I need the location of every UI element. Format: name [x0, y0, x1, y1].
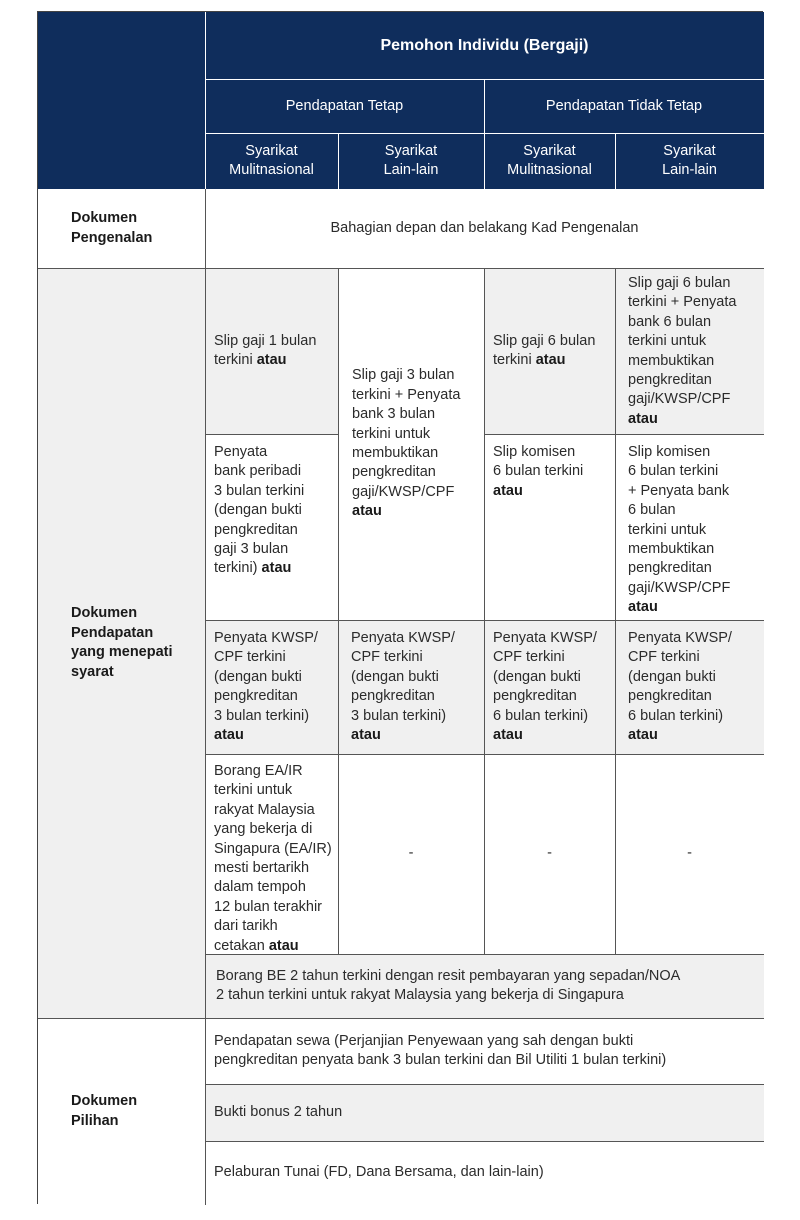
cell-r2c1 [205, 434, 338, 620]
text-line: 3 bulan terkini) [351, 707, 447, 724]
text-line: CPF terkini [493, 649, 565, 666]
text-line: bank 6 bulan [628, 313, 712, 330]
text-line: (dengan bukti [628, 668, 716, 685]
text-line: pengkreditan [628, 688, 712, 705]
text-line: Slip komisen [493, 444, 576, 460]
text-line: Slip gaji 1 bulan [214, 332, 317, 349]
text-line: 6 bulan [628, 502, 676, 519]
text-line: mesti bertarikh [214, 860, 310, 877]
text-line: bank peribadi [214, 463, 302, 480]
or-word: atau [628, 727, 658, 744]
text-line: Pelaburan Tunai (FD, Dana Bersama, dan lain-lain) [214, 1164, 544, 1181]
text-line: terkini untuk [628, 521, 707, 538]
optional-row-2 [205, 1084, 764, 1141]
header-col-4 [615, 133, 764, 189]
cell-r12c2 [338, 268, 484, 620]
header-col-4-line2: Lain-lain [662, 162, 717, 178]
text-line: terkini [214, 352, 257, 368]
text-line: terkini + Penyata [628, 294, 737, 311]
text-line: Borang EA/IR [214, 763, 303, 779]
optional-docs-label-cell [38, 1018, 205, 1205]
header-title: Pemohon Individu (Bergaji) [380, 37, 589, 55]
text-line: pengkreditan [214, 688, 298, 705]
text-line: terkini [493, 352, 536, 368]
text-line: Penyata KWSP/ [214, 630, 318, 646]
or-word: atau [261, 560, 292, 577]
cell-r4c1 [205, 754, 338, 954]
income-docs-label-line3: yang menepati [71, 644, 173, 660]
dash: - [687, 845, 692, 862]
header-col-3-line1: Syarikat [523, 142, 576, 159]
id-docs-label-line2: Pengenalan [71, 229, 153, 246]
header-nonfixed-income-cell [484, 80, 764, 133]
header-nonfixed-income: Pendapatan Tidak Tetap [545, 97, 703, 114]
text-line: gaji 3 bulan [214, 541, 289, 558]
text-line: bank 3 bulan [352, 406, 436, 423]
header-title-cell [205, 12, 764, 80]
or-word: atau [493, 727, 523, 744]
text-line: terkini untuk [628, 333, 707, 350]
or-word: atau [256, 352, 287, 368]
income-docs-label-line4: syarat [71, 663, 114, 680]
or-word: atau [268, 937, 299, 954]
divider [615, 268, 616, 954]
cell-r4c3 [484, 754, 615, 954]
text-line: Borang BE 2 tahun terkini dengan resit pembayaran yang sepadan/NOA [216, 967, 681, 984]
header-col-1-line1: Syarikat [245, 142, 298, 159]
cell-r4c4 [615, 754, 764, 954]
cell-r1c3 [484, 268, 615, 434]
text-line: pengkreditan [352, 464, 436, 481]
cell-r3c4 [615, 620, 764, 754]
header-col-3 [484, 133, 615, 189]
cell-r2c3 [484, 434, 615, 620]
text-line: 6 bulan terkini) [628, 707, 724, 724]
text-line: cetakan [214, 937, 269, 954]
text-line: gaji/KWSP/CPF [628, 579, 731, 596]
text-line: membuktikan [628, 352, 715, 369]
cell-r3c3 [484, 620, 615, 754]
text-line: Penyata KWSP/ [351, 630, 455, 646]
or-word: atau [628, 410, 658, 427]
id-docs-value-cell [205, 189, 764, 268]
divider [205, 189, 206, 1205]
text-line: pengkreditan [214, 521, 298, 538]
text-line: pengkreditan [628, 560, 712, 577]
or-word: atau [535, 352, 566, 368]
header-fixed-income-cell [205, 80, 484, 133]
header-col-4-line1: Syarikat [663, 142, 716, 159]
text-line: pengkreditan [351, 688, 435, 705]
dash: - [408, 845, 414, 862]
id-docs-label-line1: Dokumen [71, 210, 138, 226]
divider [484, 434, 764, 435]
text-line: rakyat Malaysia [214, 801, 315, 818]
text-line: 2 tahun terkini untuk rakyat Malaysia yang bekerja di Singapura [216, 987, 624, 1003]
or-word: atau [214, 727, 244, 744]
text-line: Penyata KWSP/ [493, 630, 597, 646]
text-line: Pendapatan sewa (Perjanjian Penyewaan yang sah dengan bukti [214, 1032, 634, 1049]
text-line: (dengan bukti [214, 668, 302, 685]
text-line: Slip gaji 3 bulan [352, 367, 455, 384]
income-docs-label-line1: Dokumen [71, 605, 138, 621]
text-line: pengkreditan [628, 372, 712, 389]
text-line: terkini + Penyata [352, 386, 461, 403]
text-line: membuktikan [628, 541, 715, 558]
cell-r2c4 [615, 434, 764, 620]
text-line: + Penyata bank [628, 482, 730, 499]
header-fixed-income: Pendapatan Tetap [285, 97, 404, 114]
text-line: gaji/KWSP/CPF [352, 483, 455, 500]
cell-r1c4 [615, 268, 764, 434]
optional-docs-label-line2: Pilihan [71, 1112, 119, 1129]
text-line: Bukti bonus 2 tahun [214, 1103, 343, 1120]
dash: - [547, 845, 552, 862]
text-line: 12 bulan terakhir [214, 898, 323, 915]
text-line: pengkreditan [493, 688, 577, 705]
or-word: atau [628, 599, 658, 616]
divider [205, 1084, 764, 1085]
or-word: atau [493, 482, 523, 499]
divider [205, 620, 764, 621]
text-line: Penyata KWSP/ [628, 630, 732, 646]
text-line: Slip komisen [628, 444, 711, 460]
id-docs-value: Bahagian depan dan belakang Kad Pengenalan [330, 219, 639, 236]
header-col-1-line2: Mulitnasional [229, 162, 314, 178]
text-line: CPF terkini [214, 649, 286, 666]
cell-r1c1 [205, 268, 338, 434]
optional-docs-label-line1: Dokumen [71, 1093, 138, 1109]
divider [205, 754, 764, 755]
text-line: (dengan bukti [351, 668, 439, 685]
text-line: (dengan bukti [493, 668, 581, 685]
text-line: Slip gaji 6 bulan [628, 275, 731, 291]
divider [205, 434, 338, 435]
optional-row-1 [205, 1018, 764, 1084]
income-docs-label-line2: Pendapatan [71, 624, 154, 641]
cell-r5 [205, 954, 764, 1018]
text-line: Penyata [214, 444, 268, 460]
text-line: (dengan bukti [214, 502, 302, 519]
text-line: Singapura (EA/IR) [214, 840, 332, 857]
divider [484, 268, 485, 954]
or-word: atau [352, 503, 382, 520]
or-word: atau [351, 727, 381, 744]
header-col-1 [205, 133, 338, 189]
text-line: yang bekerja di [214, 821, 313, 838]
text-line: terkini) [214, 560, 262, 577]
text-line: 3 bulan terkini [214, 482, 305, 499]
text-line: 3 bulan terkini) [214, 707, 310, 724]
header-corner-cell [38, 12, 205, 189]
cell-r3c2 [338, 620, 484, 754]
header-col-2-line2: Lain-lain [383, 162, 439, 178]
divider [38, 268, 764, 269]
text-line: pengkreditan penyata bank 3 bulan terkini dan Bil Utiliti 1 bulan terkini) [214, 1052, 667, 1068]
text-line: 6 bulan terkini [628, 463, 719, 480]
text-line: terkini untuk [352, 425, 431, 442]
header-col-3-line2: Mulitnasional [507, 162, 592, 178]
divider [38, 1018, 764, 1019]
text-line: dalam tempoh [214, 879, 306, 896]
header-col-2 [338, 133, 484, 189]
text-line: terkini untuk [214, 782, 293, 799]
cell-r3c1 [205, 620, 338, 754]
text-line: dari tarikh [214, 918, 278, 935]
income-docs-label-cell [38, 268, 205, 1018]
text-line: CPF terkini [351, 649, 423, 666]
header-col-2-line1: Syarikat [384, 142, 438, 159]
divider [205, 1141, 764, 1142]
id-docs-label-cell [38, 189, 205, 268]
document-table [37, 11, 763, 1204]
text-line: 6 bulan terkini) [493, 707, 589, 724]
text-line: gaji/KWSP/CPF [628, 391, 731, 408]
divider [338, 268, 339, 954]
text-line: CPF terkini [628, 649, 700, 666]
cell-r4c2 [338, 754, 484, 954]
text-line: 6 bulan terkini [493, 463, 584, 480]
text-line: Slip gaji 6 bulan [493, 332, 596, 349]
text-line: membuktikan [352, 445, 439, 461]
optional-row-3 [205, 1141, 764, 1205]
divider [205, 954, 764, 955]
